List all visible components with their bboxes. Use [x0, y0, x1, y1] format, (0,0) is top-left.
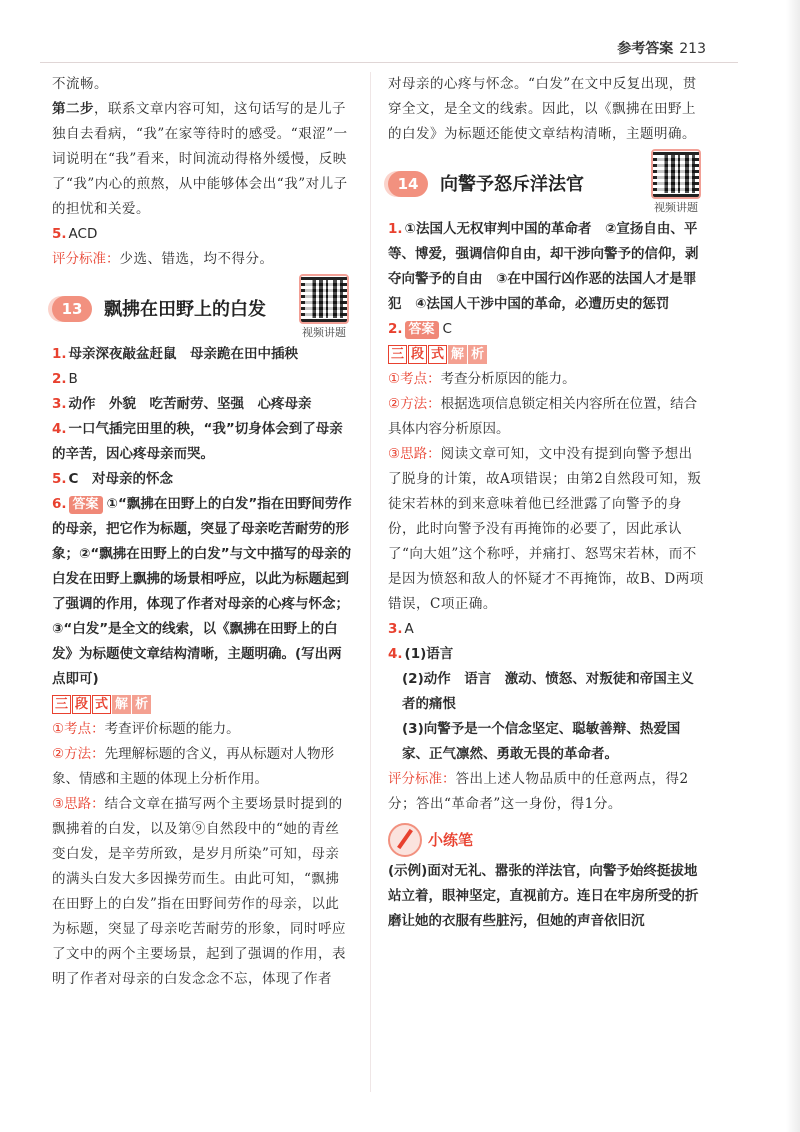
scoring-label: 评分标准：: [52, 251, 120, 267]
answer-tag: 答案: [405, 321, 439, 339]
answer-5: [52, 467, 352, 492]
analysis-silu: [388, 442, 704, 617]
pen-icon: [388, 823, 422, 857]
practice-writing-title: 小练笔: [428, 830, 474, 849]
label-char: 式: [428, 345, 447, 364]
kaodian-text: 考查评价标题的能力。: [104, 721, 240, 737]
answer-3: [388, 617, 704, 642]
section-13-header: [52, 280, 352, 338]
answer-6: [52, 492, 352, 692]
question-number: 5.: [52, 471, 67, 487]
question-number: 4.: [52, 421, 67, 437]
page-edge-shadow: [786, 0, 800, 1132]
question-number: 3.: [52, 396, 67, 412]
kaodian-text: 考查分析原因的能力。: [440, 371, 576, 387]
left-column: [52, 72, 352, 992]
label-char: 三: [388, 345, 407, 364]
scoring-text: 答出上述人物品质中的任意两点，得2分；答出“革命者”这一身份，得1分。: [388, 771, 689, 812]
right-column: [388, 72, 704, 934]
qr-code-icon[interactable]: [299, 274, 349, 324]
question-number: 1.: [388, 221, 403, 237]
header-label: 参考答案: [617, 41, 674, 57]
qr-video-14[interactable]: [648, 149, 704, 215]
answer-text: C: [442, 321, 452, 337]
label-char: 解: [448, 345, 467, 364]
label-char: 析: [468, 345, 487, 364]
label-char: 段: [408, 345, 427, 364]
scoring-text: 少选、错选，均不得分。: [119, 251, 274, 267]
answer-text: ACD: [68, 226, 98, 242]
answer-text: A: [404, 621, 414, 637]
kaodian-label: ①考点：: [52, 721, 105, 737]
label-char: 析: [132, 695, 151, 714]
answer-tag: 答案: [69, 496, 103, 514]
label-char: 解: [112, 695, 131, 714]
section-13-badge: 13: [52, 296, 92, 322]
section-14-badge: 14: [388, 171, 428, 197]
answer-text: 一口气插完田里的秧，“我”切身体会到了母亲的辛苦，因心疼母亲而哭。: [52, 421, 343, 462]
question-number: 1.: [52, 346, 67, 362]
column-divider: [370, 72, 371, 1092]
label-char: 段: [72, 695, 91, 714]
answer-4: [52, 417, 352, 467]
page-header: [617, 38, 706, 58]
answer-text: ①“飘拂在田野上的白发”指在田野间劳作的母亲，把它作为标题，突显了母亲吃苦耐劳的形象；②“飘拂在田野上的白发”与文中描写的母亲的白发在田野上飘拂的场景相呼应，以此为标题起到了强调的作用，体现了作者对母亲的心疼与怀念；③“白发”是全文的线索，以《飘拂在田野上的白发》为标题使文章结构清晰，主题明确。(写出两点即可): [52, 496, 352, 687]
qr-code-icon[interactable]: [651, 149, 701, 199]
three-part-analysis-label: [388, 345, 488, 364]
answer-text: B: [68, 371, 78, 387]
question-number: 4.: [388, 646, 403, 662]
answer-1: [52, 342, 352, 367]
analysis-kaodian: [52, 717, 352, 742]
silu-text: 结合文章在描写两个主要场景时提到的飘拂着的白发，以及第⑨自然段中的“她的青丝变白发，是辛劳所致，是岁月所染”可知，母亲的满头白发大多因操劳而生。由此可知，“飘拂在田野上的白发”指在田野间劳作的母亲，以此为标题，突显了母亲吃苦耐劳的形象，同时呼应了文中的两个主要场景，起到了强调的作用，表明了作者对母亲的白发念念不忘，体现了作者: [52, 796, 346, 987]
answer-2: [388, 317, 704, 342]
practice-writing-header: [388, 823, 704, 857]
page-number: 213: [679, 41, 706, 57]
answer-2: [52, 367, 352, 392]
kaodian-label: ①考点：: [388, 371, 441, 387]
qr-video-13[interactable]: [296, 274, 352, 340]
answer-4-part-3: (3)向警予是一个信念坚定、聪敏善辩、热爱国家、正气凛然、勇敢无畏的革命者。: [402, 721, 681, 762]
header-rule: [40, 62, 738, 63]
answer-3: [52, 392, 352, 417]
silu-label: ③思路：: [388, 446, 441, 462]
answer-text: 母亲深夜敲盆赶鼠 母亲跪在田中插秧: [68, 346, 299, 362]
label-char: 三: [52, 695, 71, 714]
answer-text: C 对母亲的怀念: [68, 471, 173, 487]
answer-text: (1)语言: [404, 646, 454, 662]
scoring-label: 评分标准：: [388, 771, 456, 787]
question-number: 2.: [388, 321, 403, 337]
left-paragraph-2: [52, 97, 352, 222]
analysis-kaodian: [388, 367, 704, 392]
answer-4-part-2: (2)动作 语言 激动、愤怒、对叛徒和帝国主义者的痛恨: [402, 671, 694, 712]
qr-label: 视频讲题: [302, 326, 346, 339]
qr-label: 视频讲题: [654, 201, 698, 214]
right-paragraph-1: 对母亲的心疼与怀念。“白发”在文中反复出现，贯穿全文，是全文的线索。因此，以《飘拂在田野上的白发》为标题还能使文章结构清晰，主题明确。: [388, 76, 697, 142]
analysis-fangfa: [388, 392, 704, 442]
silu-label: ③思路：: [52, 796, 105, 812]
section-14-title: 向警予怒斥洋法官: [440, 173, 584, 195]
question-number: 2.: [52, 371, 67, 387]
scoring-standard: [388, 767, 704, 817]
answer-4: [388, 642, 704, 667]
left-paragraph-1: 不流畅。: [52, 76, 108, 92]
answer-1: [388, 217, 704, 317]
answer-5-prev: [52, 222, 352, 247]
three-part-analysis-label: [52, 695, 152, 714]
fangfa-text: 根据选项信息锁定相关内容所在位置，结合具体内容分析原因。: [388, 396, 698, 437]
fangfa-label: ②方法：: [52, 746, 105, 762]
fangfa-label: ②方法：: [388, 396, 441, 412]
step-text: ，联系文章内容可知，这句话写的是儿子独自去看病，“我”在家等待时的感受。“艰涩”一词说明在“我”看来，时间流动得格外缓慢，反映了“我”内心的煎熬，从中能够体会出“我”对儿子的担忧和关爱。: [52, 101, 348, 217]
analysis-fangfa: [52, 742, 352, 792]
analysis-silu: [52, 792, 352, 992]
fangfa-text: 先理解标题的含义，再从标题对人物形象、情感和主题的体现上分析作用。: [52, 746, 335, 787]
answer-text: 动作 外貌 吃苦耐劳、坚强 心疼母亲: [68, 396, 312, 412]
section-13-title: 飘拂在田野上的白发: [104, 298, 266, 320]
question-number: 3.: [388, 621, 403, 637]
silu-text: 阅读文章可知，文中没有提到向警予想出了脱身的计策，故A项错误；由第2自然段可知，叛徒宋若林的到来意味着他已经泄露了向警予的身份，此时向警予没有再掩饰的必要了，因此承认了“向大姐”这个称呼，并痛打、怒骂宋若林，而不是因为愤怒和敌人的怀疑才不再掩饰，故B、D两项错误，C项正确。: [388, 446, 704, 612]
question-number: 6.: [52, 496, 67, 512]
practice-writing-text: (示例)面对无礼、嚣张的洋法官，向警予始终挺拔地站立着，眼神坚定，直视前方。连日在牢房所受的折磨让她的衣服有些脏污，但她的声音依旧沉: [388, 863, 699, 929]
answer-text: ①法国人无权审判中国的革命者 ②宣扬自由、平等、博爱，强调信仰自由，却干涉向警予的信仰，剥夺向警予的自由 ③在中国行凶作恶的法国人才是罪犯 ④法国人干涉中国的革命，必遭历史的惩罚: [388, 221, 699, 312]
question-number: 5.: [52, 226, 67, 242]
scoring-standard: [52, 247, 352, 272]
step-label: 第二步: [52, 101, 94, 117]
section-14-header: [388, 155, 704, 213]
label-char: 式: [92, 695, 111, 714]
